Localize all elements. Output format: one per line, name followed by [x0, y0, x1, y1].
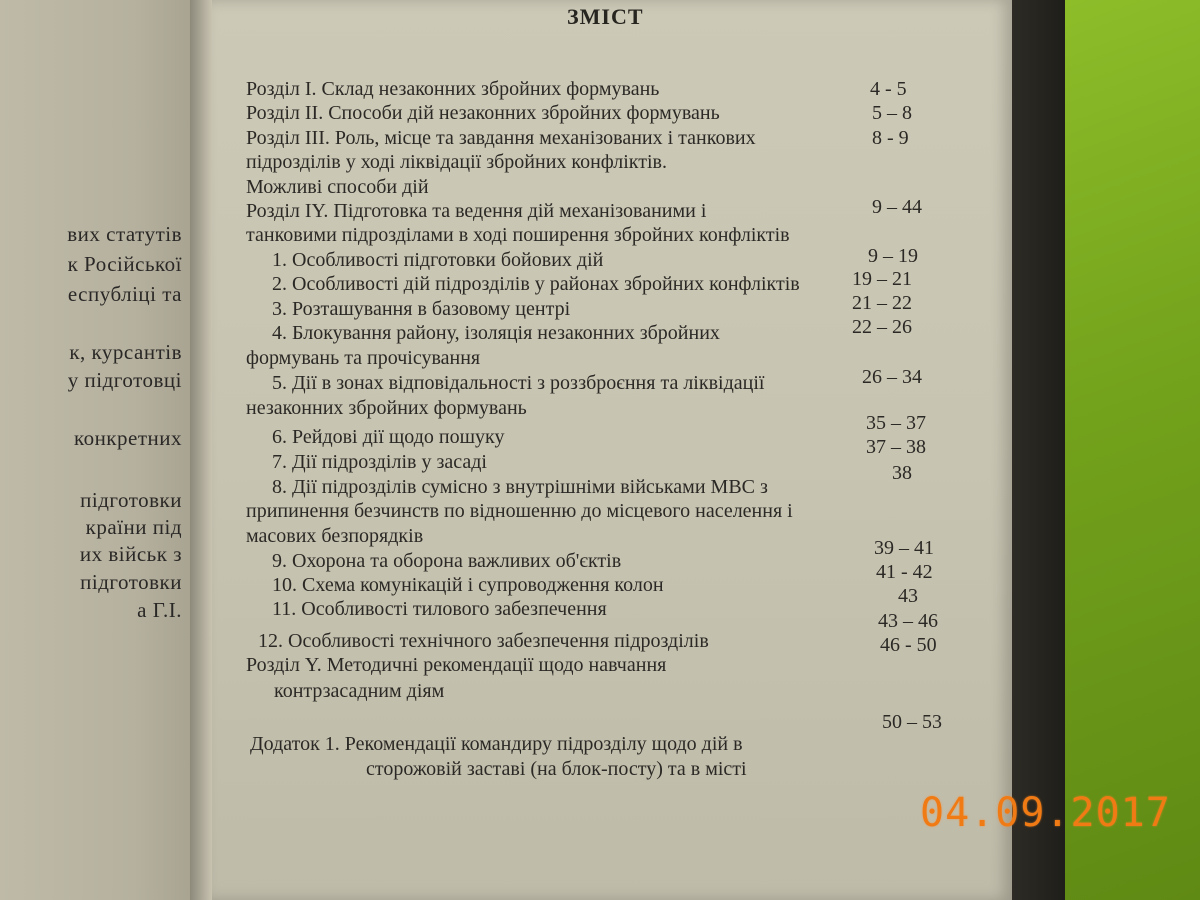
- left-page: [0, 0, 190, 900]
- toc-entry-text: 3. Розташування в базовому центрі: [272, 298, 571, 320]
- toc-entry-text: 2. Особливості дій підрозділів у районах збройних конфліктів: [272, 273, 800, 295]
- book-gutter: [190, 0, 212, 900]
- date-stamp: 04.09.2017: [920, 790, 1171, 836]
- toc-entry-text: незаконних збройних формувань: [246, 397, 527, 419]
- toc-entry-page: 39 – 41: [874, 537, 934, 559]
- toc-entry-text: танковими підрозділами в ході поширення збройних конфліктів: [246, 224, 790, 246]
- toc-entry-text: сторожовій заставі (на блок-посту) та в місті: [366, 758, 747, 780]
- left-page-line: вих статутів: [67, 222, 182, 246]
- toc-entry-text: припинення безчинств по відношенню до місцевого населення і: [246, 500, 793, 522]
- toc-entry-page: 5 – 8: [872, 102, 912, 124]
- toc-entry-text: 6. Рейдові дії щодо пошуку: [272, 426, 505, 448]
- toc-entry-text: Можливі способи дій: [246, 176, 429, 198]
- toc-entry-page: 43: [898, 585, 918, 607]
- left-page-line: підготовки: [80, 488, 182, 512]
- toc-entry-text: 12. Особливості технічного забезпечення підрозділів: [258, 630, 709, 652]
- toc-entry-text: 4. Блокування району, ізоляція незаконних збройних: [272, 322, 720, 344]
- toc-entry-text: 11. Особливості тилового забезпечення: [272, 598, 607, 620]
- toc-entry-text: формувань та прочісування: [246, 347, 481, 369]
- toc-entry-text: Розділ Y. Методичні рекомендації щодо навчання: [246, 654, 667, 676]
- toc-entry-text: 9. Охорона та оборона важливих об'єктів: [272, 550, 622, 572]
- toc-entry-page: 50 – 53: [882, 711, 942, 733]
- toc-entry-text: 10. Схема комунікацій і супроводження колон: [272, 574, 664, 596]
- toc-entry-page: 41 - 42: [876, 561, 933, 583]
- toc-entry-text: 5. Дії в зонах відповідальності з роззброєння та ліквідації: [272, 372, 765, 394]
- toc-entry-text: контрзасадним діям: [274, 680, 445, 702]
- toc-entry-text: Додаток 1. Рекомендації командиру підрозділу щодо дій в: [250, 733, 743, 755]
- toc-entry-page: 9 – 44: [872, 196, 922, 218]
- left-page-line: к Російської: [67, 252, 182, 276]
- toc-entry-page: 26 – 34: [862, 366, 922, 388]
- toc-entry-page: 43 – 46: [878, 610, 938, 632]
- toc-entry-page: 21 – 22: [852, 292, 912, 314]
- toc-entry-page: 46 - 50: [880, 634, 937, 656]
- left-page-line: країни під: [85, 515, 182, 539]
- toc-entry-page: 19 – 21: [852, 268, 912, 290]
- left-page-line: их військ з: [79, 542, 182, 566]
- toc-entry-text: Розділ II. Способи дій незаконних збройних формувань: [246, 102, 720, 124]
- toc-entry-text: масових безпорядків: [246, 525, 424, 547]
- toc-entry-page: 9 – 19: [868, 245, 918, 267]
- toc-entry-text: 8. Дії підрозділів сумісно з внутрішніми військами МВС з: [272, 476, 768, 498]
- toc-entry-text: Розділ IY. Підготовка та ведення дій механізованими і: [246, 200, 707, 222]
- toc-entry-page: 38: [892, 462, 912, 484]
- toc-entry-page: 4 - 5: [870, 78, 907, 100]
- toc-entry-page: 35 – 37: [866, 412, 926, 434]
- left-page-line: конкретних: [73, 426, 182, 450]
- toc-entry-page: 8 - 9: [872, 127, 909, 149]
- toc-entry-text: 1. Особливості підготовки бойових дій: [272, 249, 604, 271]
- toc-entry-text: Розділ I. Склад незаконних збройних формувань: [246, 78, 660, 100]
- left-page-line: еспубліці та: [67, 282, 182, 306]
- toc-entry-text: 7. Дії підрозділів у засаді: [272, 451, 487, 473]
- toc-entry-text: Розділ III. Роль, місце та завдання механізованих і танкових: [246, 127, 756, 149]
- toc-entry-text: підрозділів у ході ліквідації збройних конфліктів.: [246, 151, 667, 173]
- left-page-line: підготовки: [80, 570, 182, 594]
- left-page-line: а Г.І.: [137, 598, 182, 622]
- left-page-line: к, курсантів: [69, 340, 182, 364]
- table-shadow: [1005, 0, 1065, 900]
- left-page-line: у підготовці: [67, 368, 182, 392]
- toc-entry-page: 22 – 26: [852, 316, 912, 338]
- toc-entry-page: 37 – 38: [866, 436, 926, 458]
- page-title: ЗМІСТ: [567, 4, 644, 29]
